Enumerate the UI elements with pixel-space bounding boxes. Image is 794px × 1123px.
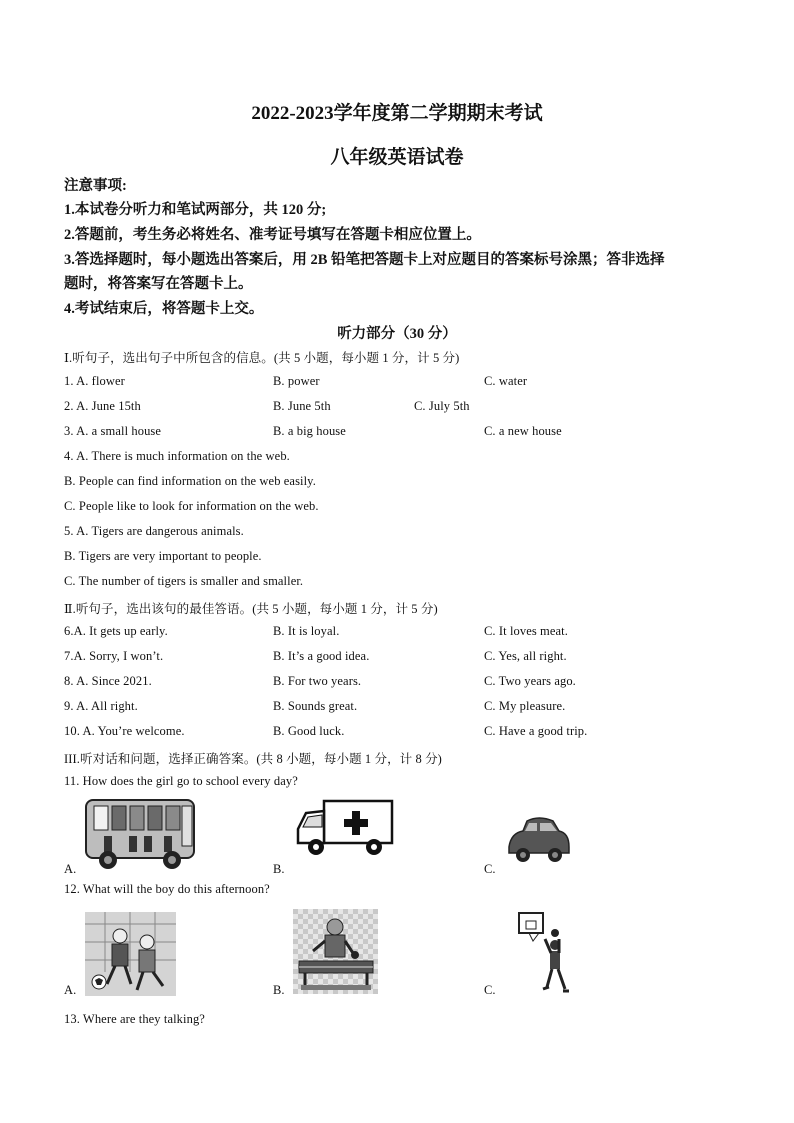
note-item: 4.考试结束后，将答题卡上交。 <box>64 301 264 317</box>
q3-option-b: B. a big house <box>273 424 346 438</box>
q11-question: 11. How does the girl go to school every day? <box>64 774 298 788</box>
q4-option-c: C. People like to look for information on the web. <box>64 499 319 513</box>
exam-title: 2022-2023学年度第二学期期末考试 <box>251 103 543 124</box>
q3-option-a: 3. A. a small house <box>64 424 162 438</box>
q6-option-a: 6.A. It gets up early. <box>64 624 168 638</box>
part3-instruction: III.听对话和问题，选择正确答案。(共 8 小题，每小题 1 分，计 8 分) <box>64 752 442 766</box>
q1-option-a: 1. A. flower <box>64 374 125 388</box>
q6-option-c: C. It loves meat. <box>484 624 568 638</box>
q8-option-b: B. For two years. <box>273 674 362 688</box>
notes-heading: 注意事项: <box>64 178 127 194</box>
q11-label-a: A. <box>64 862 77 876</box>
q7-option-a: 7.A. Sorry, I won’t. <box>64 649 164 663</box>
q2-option-b: B. June 5th <box>273 399 331 413</box>
q8-option-a: 8. A. Since 2021. <box>64 674 152 688</box>
q4-option-a: 4. A. There is much information on the web. <box>64 449 290 463</box>
q5-option-a: 5. A. Tigers are dangerous animals. <box>64 524 244 538</box>
q8-option-c: C. Two years ago. <box>484 674 576 688</box>
q6-option-b: B. It is loyal. <box>273 624 340 638</box>
q12-label-a: A. <box>64 983 77 997</box>
exam-subtitle: 八年级英语试卷 <box>330 147 464 168</box>
q2-option-a: 2. A. June 15th <box>64 399 141 413</box>
q9-option-b: B. Sounds great. <box>273 699 358 713</box>
table-tennis-image <box>293 909 378 994</box>
q10-option-b: B. Good luck. <box>273 724 345 738</box>
q7-option-c: C. Yes, all right. <box>484 649 567 663</box>
basketball-image <box>515 909 575 997</box>
bus-image <box>84 796 197 874</box>
q2-option-c: C. July 5th <box>414 399 470 413</box>
q12-question: 12. What will the boy do this afternoon? <box>64 882 270 896</box>
q13-question: 13. Where are they talking? <box>64 1012 205 1026</box>
note-item: 题时，将答案写在答题卡上。 <box>64 276 253 292</box>
part2-instruction: Ⅱ.听句子，选出该句的最佳答语。(共 5 小题，每小题 1 分，计 5 分) <box>64 602 438 616</box>
note-item: 3.答选择题时，每小题选出答案后，用 2B 铅笔把答题卡上对应题目的答案标号涂黑；答非选择 <box>64 252 665 268</box>
q9-option-a: 9. A. All right. <box>64 699 138 713</box>
ambulance-image <box>294 797 396 859</box>
q10-option-c: C. Have a good trip. <box>484 724 588 738</box>
q1-option-c: C. water <box>484 374 528 388</box>
q9-option-c: C. My pleasure. <box>484 699 566 713</box>
q11-label-c: C. <box>484 862 496 876</box>
note-item: 2.答题前，考生务必将姓名、准考证号填写在答题卡相应位置上。 <box>64 227 481 243</box>
football-image <box>85 912 176 996</box>
q5-option-c: C. The number of tigers is smaller and smaller. <box>64 574 304 588</box>
q12-label-c: C. <box>484 983 496 997</box>
part1-instruction: Ⅰ.听句子，选出句子中所包含的信息。(共 5 小题，每小题 1 分，计 5 分) <box>64 351 460 365</box>
q5-option-b: B. Tigers are very important to people. <box>64 549 262 563</box>
listening-heading: 听力部分（30 分） <box>337 326 457 342</box>
q1-option-b: B. power <box>273 374 320 388</box>
q10-option-a: 10. A. You’re welcome. <box>64 724 185 738</box>
q4-option-b: B. People can find information on the web easily. <box>64 474 316 488</box>
q11-label-b: B. <box>273 862 285 876</box>
q3-option-c: C. a new house <box>484 424 562 438</box>
car-image <box>505 813 573 865</box>
q12-label-b: B. <box>273 983 285 997</box>
q7-option-b: B. It’s a good idea. <box>273 649 370 663</box>
note-item: 1.本试卷分听力和笔试两部分，共 120 分; <box>64 202 327 218</box>
